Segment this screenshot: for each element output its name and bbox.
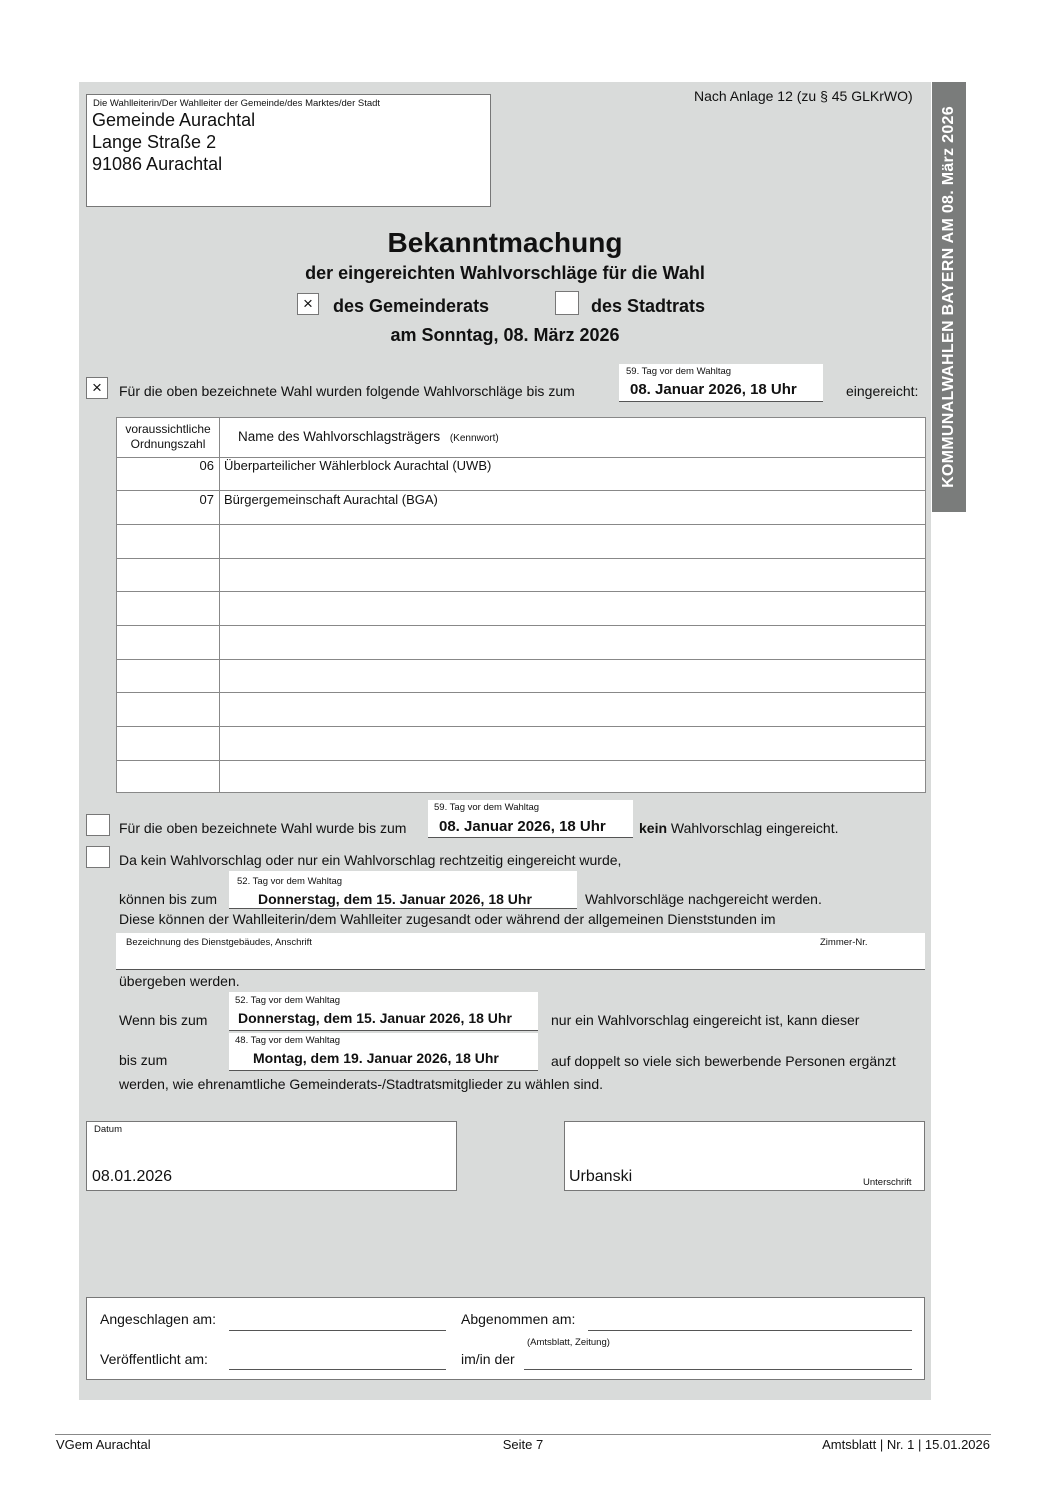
single-deadline1: Donnerstag, dem 15. Januar 2026, 18 Uhr [238,1010,512,1026]
submitted-text: Für die oben bezeichnete Wahl wurden folgende Wahlvorschläge bis zum [119,383,575,399]
page-title: Bekanntmachung [387,227,623,258]
checkbox-stadtrat[interactable] [555,291,579,315]
single-line3: werden, wie ehrenamtliche Gemeinderats-/Stadtratsmitglieder zu wählen sind. [119,1076,604,1092]
checkbox-none-submitted[interactable] [86,814,110,836]
signature-label: Unterschrift [863,1177,912,1188]
single-suffix1: nur ein Wahlvorschlag eingereicht ist, kann dieser [551,1012,860,1028]
published-line[interactable] [229,1369,446,1370]
single-suffix2: auf doppelt so viele sich bewerbende Personen ergänzt [551,1053,896,1069]
table-row-num: 06 [199,458,214,473]
table-column-divider [219,418,220,792]
street: Lange Straße 2 [92,132,217,152]
table-header-order: voraussichtliche Ordnungszahl [125,422,211,451]
single-prefix: Wenn bis zum [119,1012,208,1028]
in-label: im/in der [461,1351,515,1367]
table-row-divider [117,490,925,491]
checkbox-submitted[interactable]: × [86,377,108,399]
date-value: 08.01.2026 [92,1168,173,1185]
footer-center: Seite 7 [502,1437,544,1452]
proposal-table [116,417,926,793]
address-lines [92,109,255,175]
annex-reference: Nach Anlage 12 (zu § 45 GLKrWO) [694,88,913,104]
removed-line[interactable] [588,1330,912,1331]
city: 91086 Aurachtal [92,154,223,174]
posted-line[interactable] [229,1330,446,1331]
published-label: Veröffentlicht am: [100,1351,208,1367]
posted-label: Angeschlagen am: [100,1311,216,1327]
table-header-name: Name des Wahlvorschlagsträgers (Kennwort) [238,429,499,444]
table-row-divider [117,760,925,761]
table-row-name: Bürgergemeinschaft Aurachtal (BGA) [224,492,438,507]
date-label: Datum [94,1124,122,1135]
authority-label: Die Wahlleiterin/Der Wahlleiter der Gemeinde/des Marktes/der Stadt [93,98,381,109]
late-deadline: Donnerstag, dem 15. Januar 2026, 18 Uhr [258,891,532,907]
option-stadtrat-label: des Stadtrats [591,296,706,316]
single-deadline2: Montag, dem 19. Januar 2026, 18 Uhr [253,1050,499,1066]
none-day-label: 59. Tag vor dem Wahltag [434,802,540,813]
single-day-label2: 48. Tag vor dem Wahltag [235,1035,341,1046]
room-label: Zimmer-Nr. [820,937,868,948]
in-line[interactable] [524,1369,912,1370]
side-banner-text: KOMMUNALWAHLEN BAYERN AM 08. März 2026 [940,106,957,488]
submitted-day-label: 59. Tag vor dem Wahltag [626,366,732,377]
removed-label: Abgenommen am: [461,1311,576,1327]
table-row-divider [117,591,925,592]
footer-left: VGem Aurachtal [56,1437,151,1452]
footer-right: Amtsblatt | Nr. 1 | 15.01.2026 [822,1437,990,1452]
late-line3: Diese können der Wahlleiterin/dem Wahlleiter zugesandt oder während der allgemeinen Dienststunden im [119,911,776,927]
option-gemeinderat-label: des Gemeinderats [333,296,490,316]
in-note: (Amtsblatt, Zeitung) [527,1337,610,1348]
table-row-divider [117,659,925,660]
table-row-divider [117,726,925,727]
none-deadline: 08. Januar 2026, 18 Uhr [439,818,606,835]
municipality: Gemeinde Aurachtal [92,110,256,130]
checkbox-gemeinderat[interactable]: × [297,293,319,315]
footer-rule [55,1434,991,1435]
signature-name: Urbanski [569,1168,633,1185]
building-label: Bezeichnung des Dienstgebäudes, Anschrift [126,937,312,948]
late-prefix: können bis zum [119,891,218,907]
posting-box [86,1297,925,1380]
single-prefix2: bis zum [119,1052,168,1068]
late-day-label: 52. Tag vor dem Wahltag [237,876,343,887]
table-row-divider [117,558,925,559]
submitted-suffix: eingereicht: [846,383,919,399]
checkbox-late-submission[interactable] [86,846,110,868]
none-submitted-suffix: kein Wahlvorschlag eingereicht. [639,820,839,836]
table-row-name: Überparteilicher Wählerblock Aurachtal (UWB) [224,458,492,473]
table-row-num: 07 [199,492,214,507]
none-submitted-text: Für die oben bezeichnete Wahl wurde bis zum [119,820,407,836]
election-date: am Sonntag, 08. März 2026 [390,325,620,345]
submitted-deadline: 08. Januar 2026, 18 Uhr [630,381,797,398]
table-row-divider [117,524,925,525]
late-line1: Da kein Wahlvorschlag oder nur ein Wahlvorschlag rechtzeitig eingereicht wurde, [119,852,622,868]
handed-over-text: übergeben werden. [119,973,240,989]
single-day-label1: 52. Tag vor dem Wahltag [235,995,341,1006]
late-suffix: Wahlvorschläge nachgereicht werden. [585,891,822,907]
page-subtitle: der eingereichten Wahlvorschläge für die Wahl [305,263,705,283]
table-row-divider [117,625,925,626]
table-row-divider [117,692,925,693]
